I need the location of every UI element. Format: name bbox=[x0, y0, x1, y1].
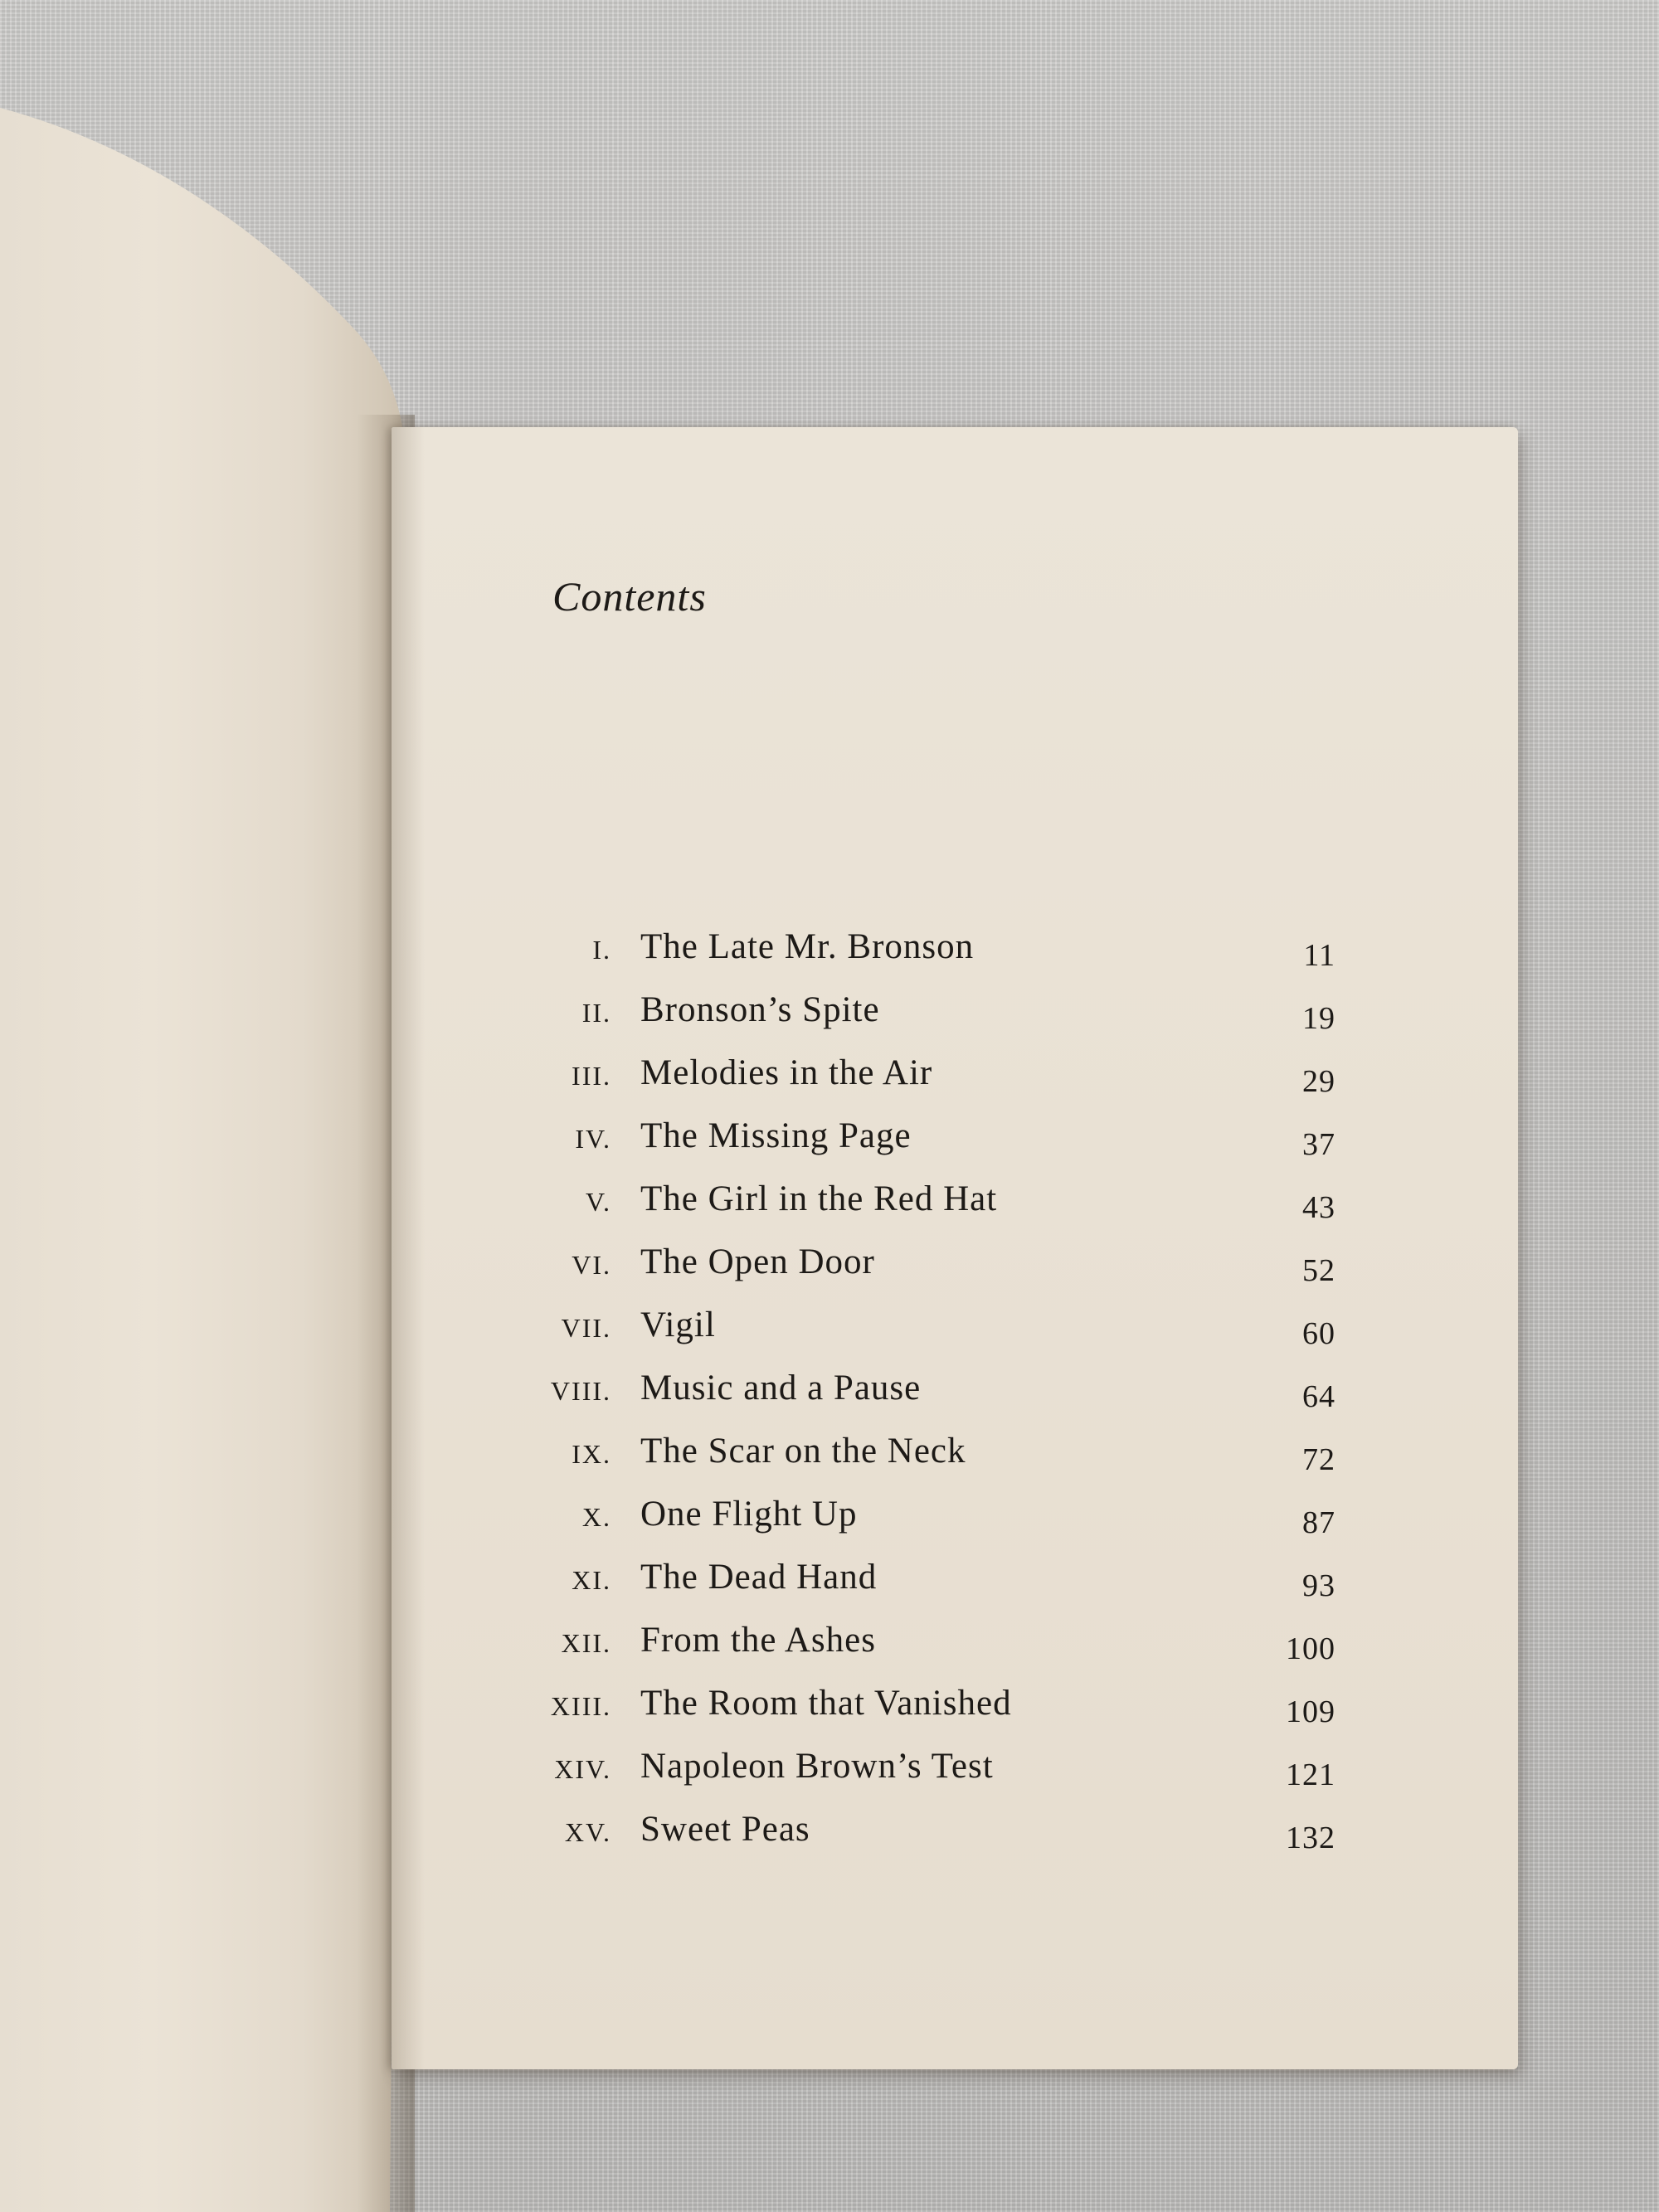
chapter-page: 121 bbox=[1286, 1757, 1335, 1792]
toc-entry bbox=[498, 1047, 1335, 1099]
chapter-page: 52 bbox=[1302, 1253, 1335, 1288]
chapter-page: 64 bbox=[1302, 1379, 1335, 1414]
chapter-number: X. bbox=[581, 1502, 611, 1532]
chapter-title: One Flight Up bbox=[640, 1495, 858, 1534]
chapter-title: Napoleon Brown’s Test bbox=[640, 1747, 994, 1786]
chapter-page: 19 bbox=[1302, 1001, 1335, 1036]
chapter-page: 109 bbox=[1286, 1694, 1335, 1729]
chapter-number: II. bbox=[581, 998, 611, 1028]
chapter-number: IX. bbox=[572, 1439, 611, 1469]
chapter-number: XIII. bbox=[550, 1691, 611, 1721]
chapter-number: VIII. bbox=[550, 1376, 611, 1406]
chapter-page: 60 bbox=[1302, 1316, 1335, 1351]
chapter-number: XV. bbox=[564, 1817, 611, 1847]
toc-entry bbox=[498, 984, 1335, 1036]
chapter-title: Music and a Pause bbox=[640, 1369, 922, 1407]
chapter-title: Sweet Peas bbox=[640, 1810, 810, 1849]
toc-entry bbox=[498, 1299, 1335, 1349]
chapter-page: 93 bbox=[1302, 1568, 1335, 1603]
toc-entry bbox=[498, 1236, 1335, 1286]
chapter-number: XIV. bbox=[554, 1754, 611, 1784]
toc-entry bbox=[498, 1551, 1335, 1601]
chapter-number: VI. bbox=[572, 1250, 611, 1280]
chapter-number: I. bbox=[592, 935, 611, 965]
chapter-title: The Scar on the Neck bbox=[640, 1432, 966, 1471]
toc-entry bbox=[498, 1425, 1335, 1475]
chapter-page: 72 bbox=[1302, 1442, 1335, 1477]
chapter-number: III. bbox=[572, 1061, 611, 1091]
chapter-page: 37 bbox=[1302, 1127, 1335, 1162]
chapter-page: 29 bbox=[1302, 1064, 1335, 1099]
chapter-title: Bronson’s Spite bbox=[640, 990, 880, 1029]
chapter-number: V. bbox=[586, 1187, 611, 1217]
toc-entry bbox=[498, 1614, 1335, 1664]
chapter-title: The Late Mr. Bronson bbox=[640, 927, 975, 966]
chapter-number: XI. bbox=[572, 1565, 611, 1595]
chapter-number: XII. bbox=[561, 1628, 611, 1658]
chapter-title: The Girl in the Red Hat bbox=[640, 1179, 998, 1218]
toc-entry bbox=[498, 1110, 1335, 1162]
toc-entry bbox=[498, 921, 1335, 973]
chapter-page: 43 bbox=[1302, 1190, 1335, 1225]
page-title: Contents bbox=[552, 573, 707, 620]
chapter-number: IV. bbox=[575, 1124, 611, 1154]
chapter-title: From the Ashes bbox=[640, 1621, 876, 1660]
chapter-title: Vigil bbox=[640, 1305, 716, 1344]
toc-entry bbox=[498, 1362, 1335, 1412]
toc-entry bbox=[498, 1488, 1335, 1538]
chapter-page: 87 bbox=[1302, 1505, 1335, 1540]
toc-entry bbox=[498, 1173, 1335, 1223]
chapter-title: The Open Door bbox=[640, 1242, 875, 1281]
chapter-page: 11 bbox=[1303, 938, 1335, 973]
chapter-title: The Missing Page bbox=[640, 1116, 912, 1155]
toc-entry bbox=[498, 1677, 1335, 1727]
chapter-number: VII. bbox=[561, 1313, 611, 1343]
chapter-page: 100 bbox=[1286, 1631, 1335, 1666]
chapter-title: Melodies in the Air bbox=[640, 1053, 933, 1092]
chapter-title: The Room that Vanished bbox=[640, 1684, 1012, 1723]
chapter-title: The Dead Hand bbox=[640, 1558, 878, 1597]
toc-entry bbox=[498, 1740, 1335, 1790]
chapter-page: 132 bbox=[1286, 1821, 1335, 1855]
toc-entry bbox=[498, 1803, 1335, 1853]
